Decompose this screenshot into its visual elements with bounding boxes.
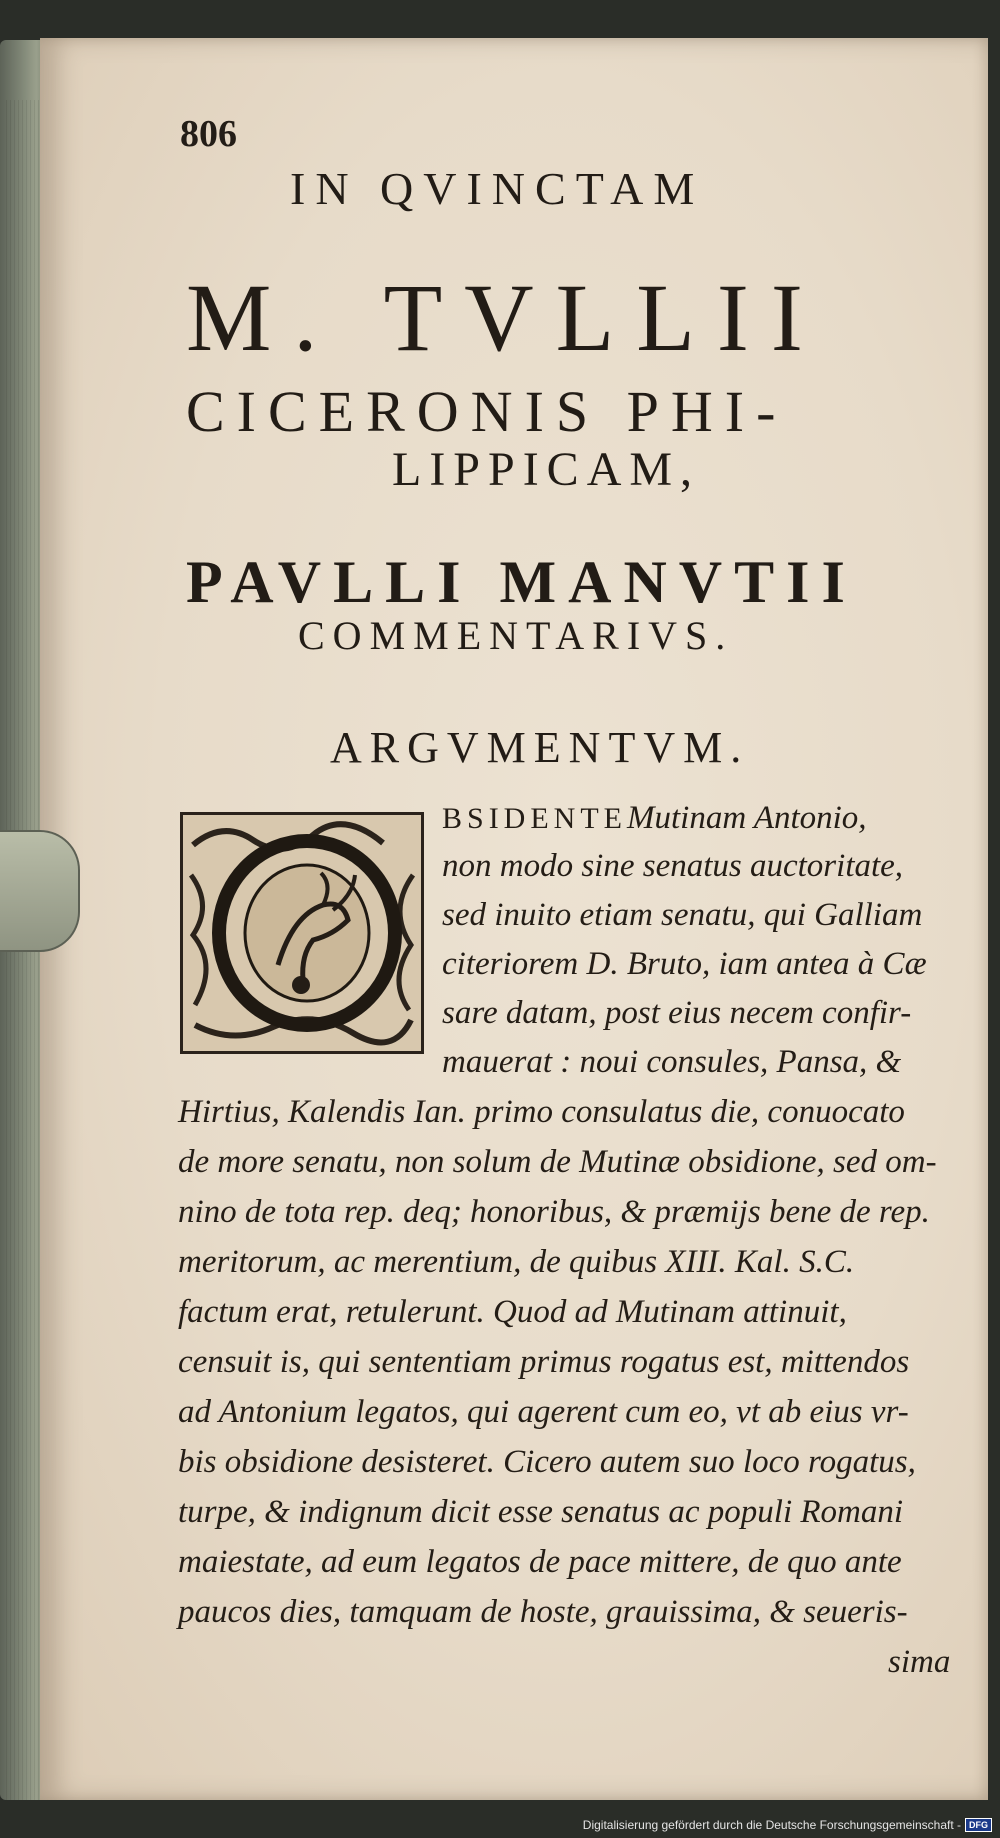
heading-argumentum: ARGVMENTVM. xyxy=(330,723,750,772)
argument-line-13: ad Antonium legatos, qui agerent cum eo, vt ab eius vr- xyxy=(178,1394,909,1430)
title-tullii: M. TVLLII xyxy=(186,264,825,371)
book-strap xyxy=(0,830,80,952)
credit-text: Digitalisierung gefördert durch die Deutsche Forschungsgemeinschaft - xyxy=(582,1818,961,1832)
digitization-credit xyxy=(583,1818,992,1832)
argument-line-5: sare datam, post eius necem confir- xyxy=(442,995,912,1031)
argument-line-7: Hirtius, Kalendis Ian. primo consulatus die, conuocato xyxy=(178,1094,905,1130)
argument-line-15: turpe, & indignum dicit esse senatus ac populi Romani xyxy=(178,1494,904,1530)
argument-line-17: paucos dies, tamquam de hoste, grauissima, & seueris- xyxy=(178,1594,908,1630)
title-paulli-manutii: PAVLLI MANVTII xyxy=(186,549,857,615)
argument-line-8: de more senatu, non solum de Mutinæ obsidione, sed om- xyxy=(178,1144,937,1180)
argument-line-6: mauerat : noui consules, Pansa, & xyxy=(442,1044,902,1080)
argument-line-1-text: Mutinam Antonio, xyxy=(627,800,867,836)
argument-first-word: BSIDENTE xyxy=(442,802,627,835)
argument-line-4: citeriorem D. Bruto, iam antea à Cæ xyxy=(442,946,927,982)
title-in-quinctam: IN QVINCTAM xyxy=(290,163,705,214)
catchword: sima xyxy=(888,1644,951,1680)
title-ciceronis: CICERONIS PHI- xyxy=(186,379,788,444)
argument-line-11: factum erat, retulerunt. Quod ad Mutinam attinuit, xyxy=(178,1294,847,1330)
argument-line-3: sed inuito etiam senatu, qui Galliam xyxy=(442,897,923,933)
argument-line-1 xyxy=(442,800,867,837)
decorated-initial-o xyxy=(180,812,424,1054)
argument-line-10: meritorum, ac merentium, de quibus XIII. Kal. S.C. xyxy=(178,1244,855,1280)
argument-line-14: bis obsidione desisteret. Cicero autem suo loco rogatus, xyxy=(178,1444,916,1480)
argument-line-12: censuit is, qui sententiam primus rogatus est, mittendos xyxy=(178,1344,910,1380)
dfg-logo: DFG xyxy=(965,1818,992,1832)
argument-line-9: nino de tota rep. deq; honoribus, & præmijs bene de rep. xyxy=(178,1194,930,1230)
title-commentarius: COMMENTARIVS. xyxy=(298,613,734,658)
ornament-icon xyxy=(183,815,421,1051)
title-lippicam: LIPPICAM, xyxy=(392,443,701,496)
argument-line-2: non modo sine senatus auctoritate, xyxy=(442,848,904,884)
page-number: 806 xyxy=(180,113,237,155)
argument-line-16: maiestate, ad eum legatos de pace mittere, de quo ante xyxy=(178,1544,902,1580)
